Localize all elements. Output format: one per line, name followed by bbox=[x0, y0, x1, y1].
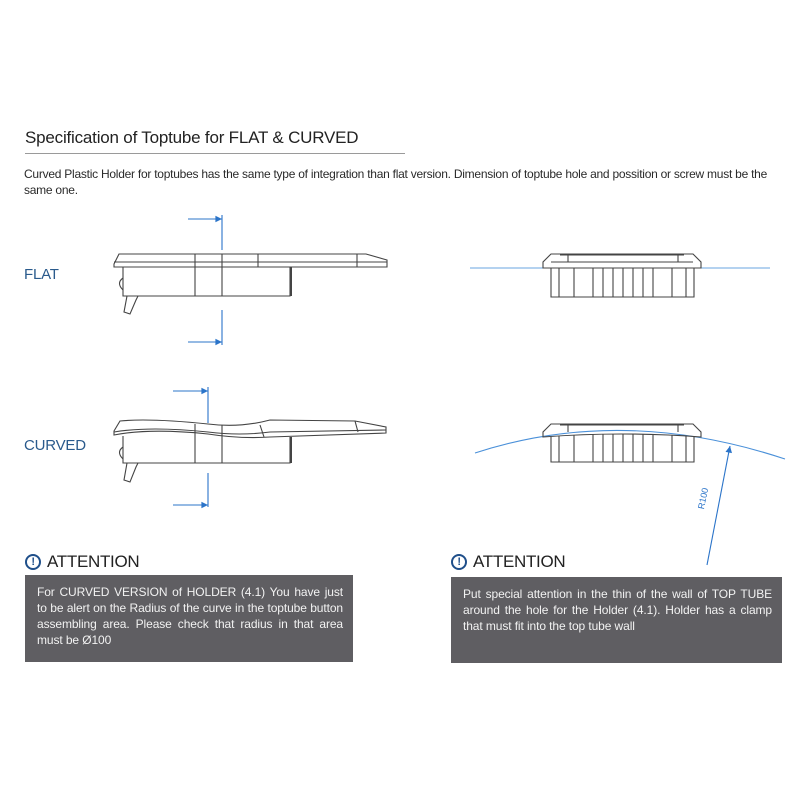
attention-box-left: For CURVED VERSION of HOLDER (4.1) You have just to be alert on the Radius of the curve in the toptube button assembling area. Please check that radius in that area must be Ø100 bbox=[25, 575, 353, 662]
attention-heading-right bbox=[451, 552, 565, 572]
attention-heading-text: ATTENTION bbox=[47, 552, 140, 571]
flat-front-view bbox=[470, 254, 770, 297]
curved-front-view bbox=[475, 424, 785, 565]
page-title: Specification of Toptube for FLAT & CURVED bbox=[25, 128, 359, 147]
curved-label: CURVED bbox=[24, 437, 86, 454]
flat-side-view bbox=[114, 215, 387, 345]
curved-side-view bbox=[114, 387, 386, 507]
intro-paragraph: Curved Plastic Holder for toptubes has the same type of integration than flat version. Dimension of toptube hole and possition or screw must be the same one. bbox=[24, 167, 768, 197]
flat-label: FLAT bbox=[24, 266, 59, 283]
attention-heading-text: ATTENTION bbox=[473, 552, 566, 571]
exclamation-circle-icon: ! bbox=[25, 554, 41, 570]
radius-dimension-label: R100 bbox=[696, 486, 711, 511]
exclamation-circle-icon: ! bbox=[451, 554, 467, 570]
attention-box-right: Put special attention in the thin of the wall of TOP TUBE around the hole for the Holder (4.1). Holder has a clamp that must fit into the top tube wall bbox=[451, 577, 782, 663]
attention-heading-left bbox=[25, 552, 139, 572]
